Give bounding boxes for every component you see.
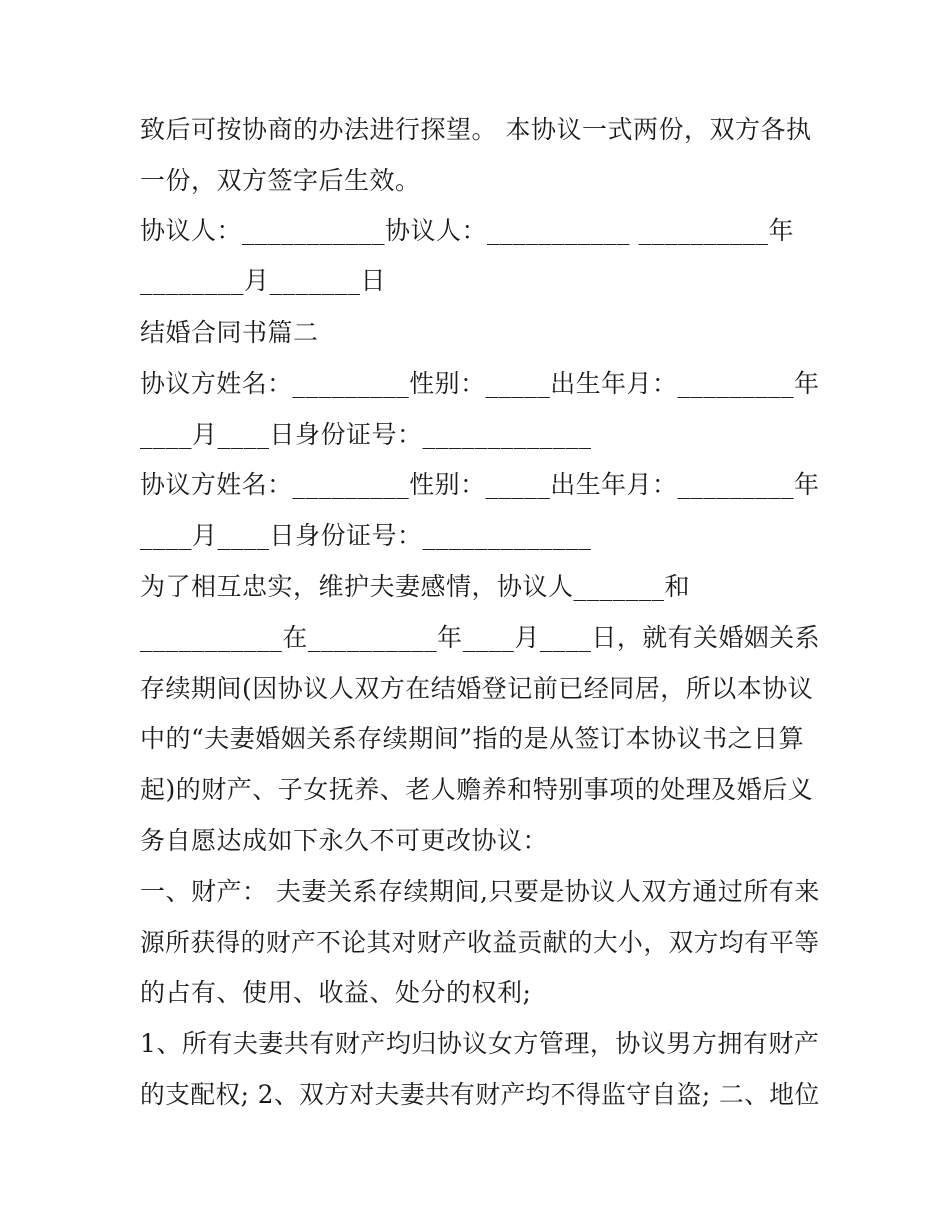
text-line: 的支配权; 2、双方对夫妻共有财产均不得监守自盗; 二、地位 — [140, 1080, 820, 1109]
party-id-line: ____月____日身份证号：_____________ — [140, 420, 592, 449]
date-line: ________月_______日 — [140, 266, 387, 295]
text-line: 务自愿达成如下永久不可更改协议： — [140, 826, 549, 855]
signature-line: 协议人：___________协议人：___________ __________年 — [140, 216, 794, 245]
text-line: 中的“夫妻婚姻关系存续期间”指的是从签订本协议书之日算 — [140, 724, 805, 753]
text-line: 一份，双方签字后生效。 — [140, 166, 421, 195]
party-info-line: 协议方姓名：_________性别：_____出生年月：_________年 — [140, 369, 820, 398]
party-info-line: 协议方姓名：_________性别：_____出生年月：_________年 — [140, 470, 820, 499]
text-line: 为了相互忠实，维护夫妻感情，协议人_______和 — [140, 572, 691, 601]
text-line: 致后可按协商的办法进行探望。 本协议一式两份，双方各执 — [140, 115, 812, 144]
party-id-line: ____月____日身份证号：_____________ — [140, 521, 592, 550]
text-line: 的占有、使用、收益、处分的权利; — [140, 978, 532, 1007]
text-line: 源所获得的财产不论其对财产收益贡献的大小，双方均有平等 — [140, 928, 820, 957]
text-line: 起)的财产、子女抚养、老人赡养和特别事项的处理及婚后义 — [140, 775, 814, 804]
section-heading: 结婚合同书篇二 — [140, 318, 319, 347]
text-line: ___________在__________年____月____日，就有关婚姻关系 — [140, 623, 821, 652]
text-line: 存续期间(因协议人双方在结婚登记前已经同居，所以本协议 — [140, 674, 814, 703]
text-line: 1、所有夫妻共有财产均归协议女方管理，协议男方拥有财产 — [140, 1029, 820, 1058]
text-line: 一、财产： 夫妻关系存续期间,只要是协议人双方通过所有来 — [140, 877, 820, 906]
